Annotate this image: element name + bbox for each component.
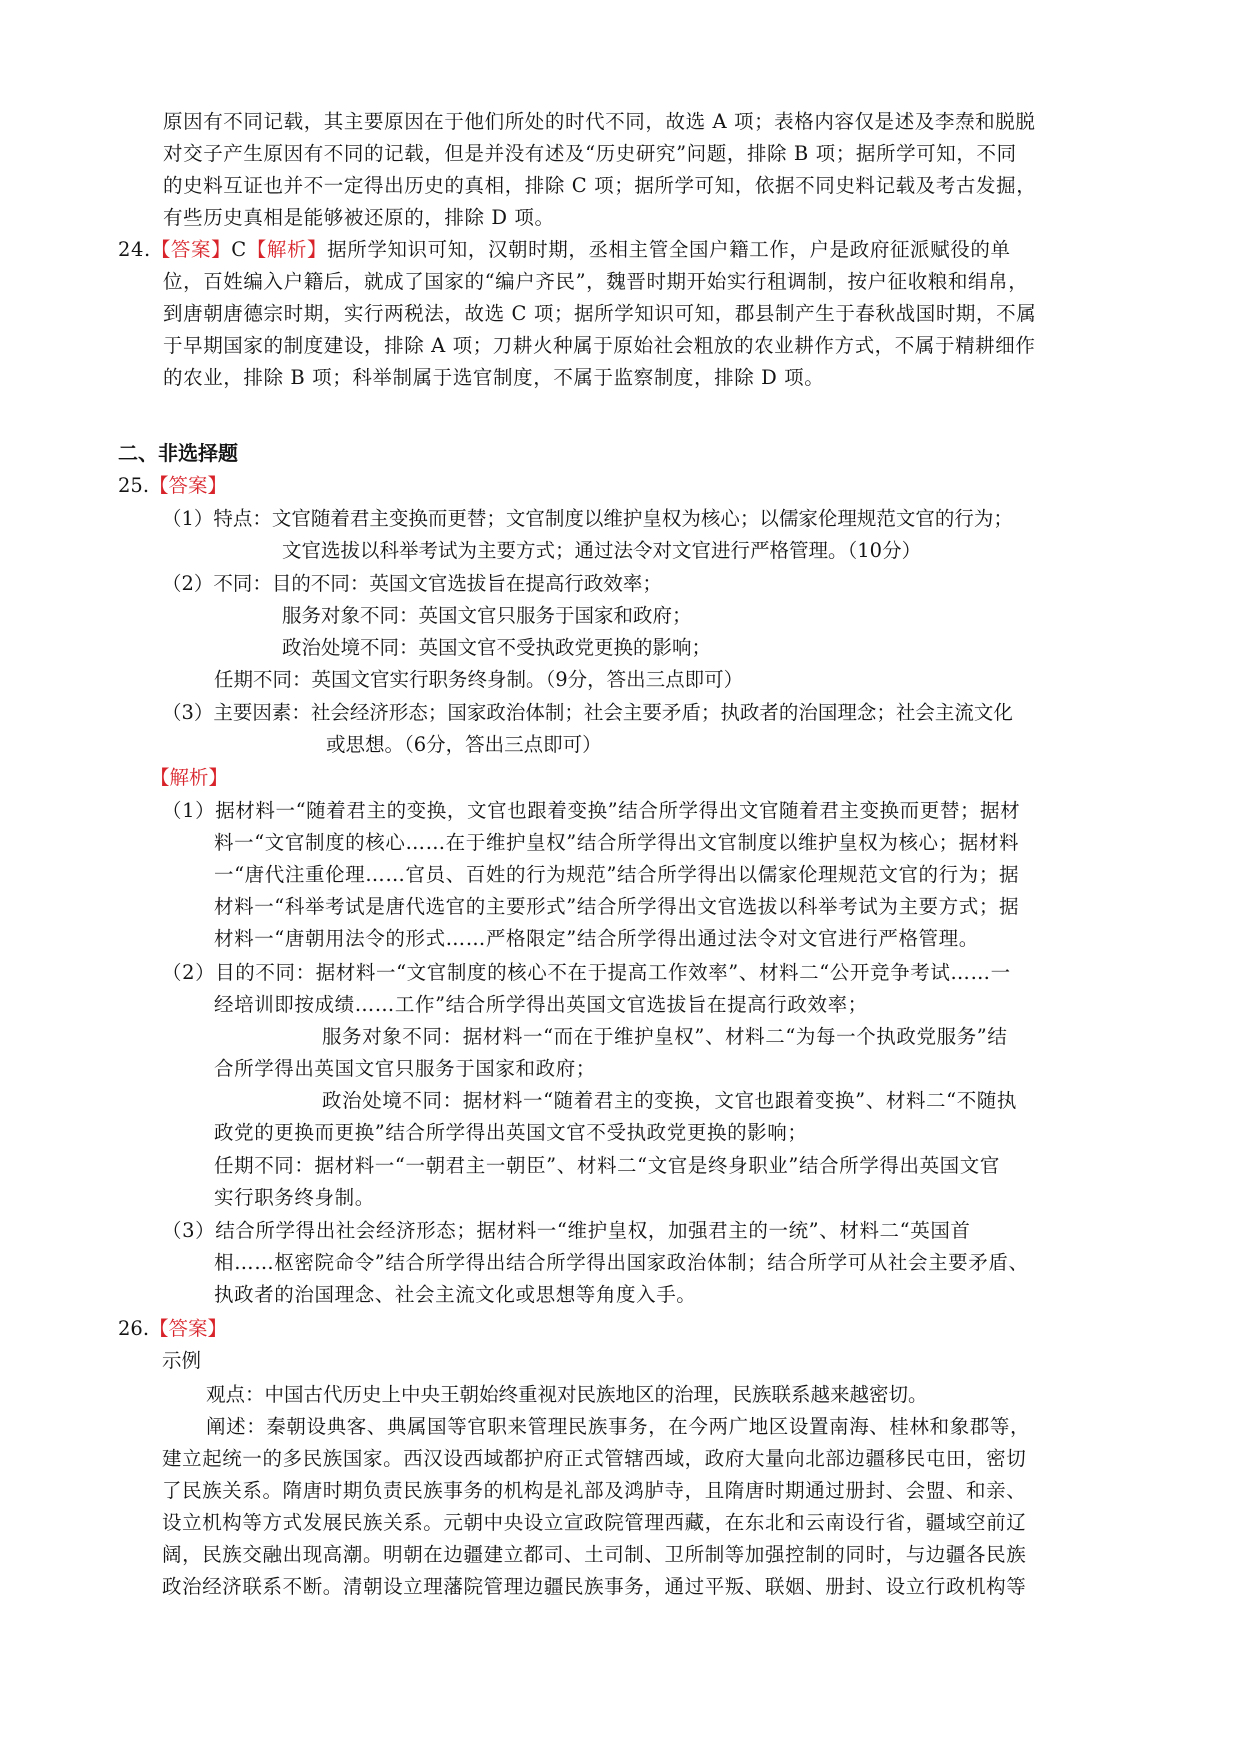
q24-line: 到唐朝唐德宗时期，实行两税法，故选 C 项；据所学知识可知，郡县制产生于春秋战国时期，不属 <box>163 302 1037 325</box>
q26-example-label: 示例 <box>162 1349 202 1372</box>
q25-analysis-line: （1）据材料一“随着君主的变换，文官也跟着变换”结合所学得出文官随着君主变换而更替；据材 <box>162 799 1021 822</box>
q25-analysis-line: 任期不同：据材料一“一朝君主一朝臣”、材料二“文官是终身职业”结合所学得出英国文官 <box>214 1154 1000 1177</box>
q25-answer-line: 任期不同：英国文官实行职务终身制。（9分，答出三点即可） <box>214 668 744 691</box>
question-number: 24. <box>118 238 151 261</box>
q26-line: 阔，民族交融出现高潮。明朝在边疆建立都司、土司制、卫所制等加强控制的同时，与边疆各民族 <box>162 1543 1027 1566</box>
question-number: 26. <box>118 1317 150 1340</box>
q23-line: 对交子产生原因有不同的记载，但是并没有述及“历史研究”问题，排除 B 项；据所学可知，不同 <box>163 142 1017 165</box>
q25-analysis-line: 材料一“科举考试是唐代选官的主要形式”结合所学得出文官选拔以科举考试为主要方式；据 <box>214 895 1020 918</box>
answer-tag: 【答案】 <box>149 474 228 497</box>
analysis-tag: 【解析】 <box>246 238 328 261</box>
q25-answer-line: 或思想。（6分，答出三点即可） <box>326 733 602 756</box>
q26-line: 了民族关系。隋唐时期负责民族事务的机构是礼部及鸿胪寺，且隋唐时期通过册封、会盟、和亲、 <box>162 1479 1027 1502</box>
q24-first-line <box>118 234 1011 266</box>
q25-answer-line: （2）不同：目的不同：英国文官选拔旨在提高行政效率； <box>162 572 662 595</box>
answer-tag: 【答案】 <box>150 238 232 261</box>
section-title: 二、非选择题 <box>118 441 238 465</box>
q23-line: 的史料互证也并不一定得出历史的真相，排除 C 项；据所学可知，依据不同史料记载及考古发掘， <box>163 174 1037 197</box>
q25-answer-line: 服务对象不同：英国文官只服务于国家和政府； <box>282 604 692 627</box>
q25-analysis-line: 政治处境不同：据材料一“随着君主的变换，文官也跟着变换”、材料二“不随执 <box>322 1089 1018 1112</box>
q25-analysis-line: 经培训即按成绩……工作”结合所学得出英国文官选拔旨在提高行政效率； <box>214 993 868 1016</box>
answer-letter: C <box>231 238 247 261</box>
q25-answer-line: （1）特点：文官随着君主变换而更替；文官制度以维护皇权为核心；以儒家伦理规范文官的行为； <box>162 507 1013 530</box>
q25-analysis-line: 材料一“唐朝用法令的形式……严格限定”结合所学得出通过法令对文官进行严格管理。 <box>214 927 979 950</box>
q25-analysis-line: 相……枢密院命令”结合所学得出结合所学得出国家政治体制；结合所学可从社会主要矛盾、 <box>214 1251 1029 1274</box>
q24-text: 据所学知识可知，汉朝时期，丞相主管全国户籍工作，户是政府征派赋役的单 <box>327 238 1011 261</box>
q26-header <box>118 1313 227 1345</box>
q25-analysis-line: 服务对象不同：据材料一“而在于维护皇权”、材料二“为每一个执政党服务”结 <box>322 1025 1008 1048</box>
answer-tag: 【答案】 <box>149 1317 228 1340</box>
q25-answer-line: 文官选拔以科举考试为主要方式；通过法令对文官进行严格管理。（10分） <box>282 539 922 562</box>
q26-line: 政治经济联系不断。清朝设立理藩院管理边疆民族事务，通过平叛、联姻、册封、设立行政机构等 <box>162 1575 1027 1598</box>
q25-analysis-line: 合所学得出英国文官只服务于国家和政府； <box>214 1057 596 1080</box>
q25-analysis-line: （2）目的不同：据材料一“文官制度的核心不在于提高工作效率”、材料二“公开竞争考试……一 <box>162 961 1011 984</box>
analysis-tag: 【解析】 <box>150 766 229 789</box>
q25-answer-line: （3）主要因素：社会经济形态；国家政治体制；社会主要矛盾；执政者的治国理念；社会主流文化 <box>162 701 1013 724</box>
q23-line: 有些历史真相是能够被还原的，排除 D 项。 <box>163 206 555 229</box>
question-number: 25. <box>118 474 150 497</box>
q24-line: 于早期国家的制度建设，排除 A 项；刀耕火种属于原始社会粗放的农业耕作方式，不属于精耕细作 <box>163 334 1036 357</box>
q26-viewpoint: 观点：中国古代历史上中央王朝始终重视对民族地区的治理，民族联系越来越密切。 <box>206 1383 928 1406</box>
q25-analysis-line: 执政者的治国理念、社会主流文化或思想等角度入手。 <box>214 1283 697 1306</box>
q25-analysis-line: 一“唐代注重伦理……官员、百姓的行为规范”结合所学得出以儒家伦理规范文官的行为；据 <box>214 863 1020 886</box>
q26-line: 建立起统一的多民族国家。西汉设西域都护府正式管辖西域，政府大量向北部边疆移民屯田，密切 <box>162 1447 1027 1470</box>
q26-line: 阐述：秦朝设典客、典属国等官职来管理民族事务，在今两广地区设置南海、桂林和象郡等， <box>206 1415 1031 1438</box>
q25-answer-line: 政治处境不同：英国文官不受执政党更换的影响； <box>282 636 712 659</box>
q25-analysis-line: 实行职务终身制。 <box>214 1186 375 1209</box>
q23-line: 原因有不同记载，其主要原因在于他们所处的时代不同，故选 A 项；表格内容仅是述及李焘和脱脱 <box>163 110 1036 133</box>
q24-line: 的农业，排除 B 项；科举制属于选官制度，不属于监察制度，排除 D 项。 <box>163 366 825 389</box>
q25-header <box>118 470 227 502</box>
q25-analysis-line: 料一“文官制度的核心……在于维护皇权”结合所学得出文官制度以维护皇权为核心；据材料 <box>214 831 1020 854</box>
q26-line: 设立机构等方式发展民族关系。元朝中央设立宣政院管理西藏，在东北和云南设行省，疆域空前辽 <box>162 1511 1027 1534</box>
q24-line: 位，百姓编入户籍后，就成了国家的“编户齐民”，魏晋时期开始实行租调制，按户征收粮和绢帛， <box>163 270 1029 293</box>
q25-analysis-line: 政党的更换而更换”结合所学得出英国文官不受执政党更换的影响； <box>214 1121 808 1144</box>
q25-analysis-line: （3）结合所学得出社会经济形态；据材料一“维护皇权，加强君主的一统”、材料二“英国首 <box>162 1219 971 1242</box>
